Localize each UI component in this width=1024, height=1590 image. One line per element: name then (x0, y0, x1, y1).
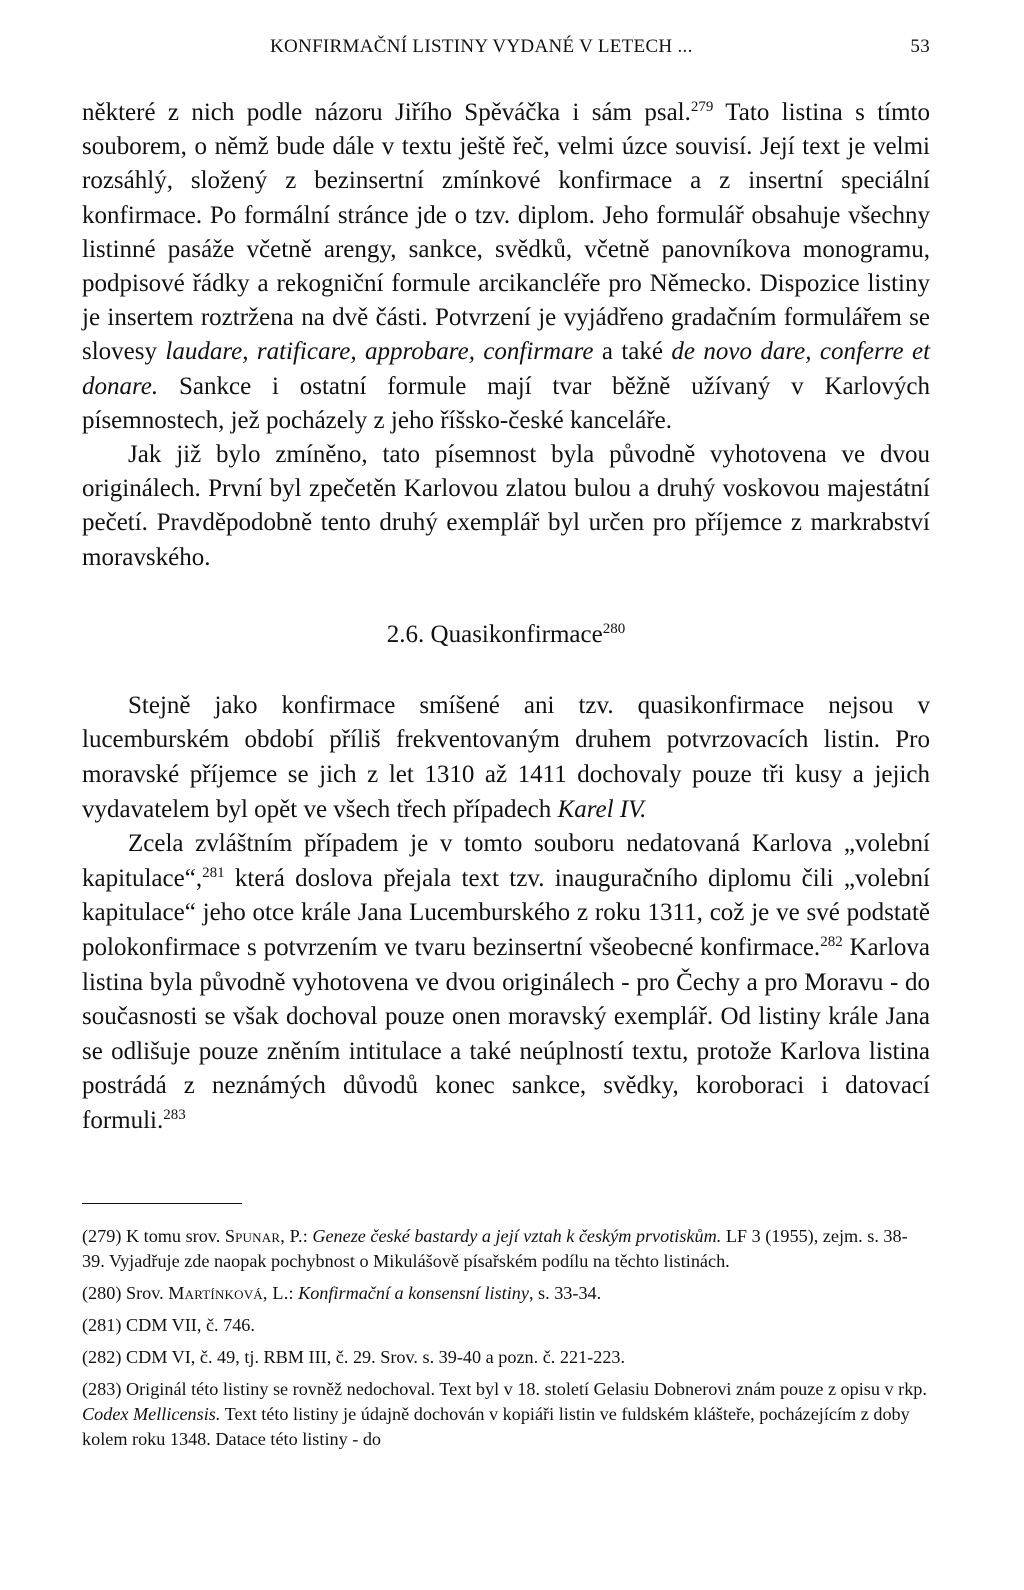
text-run: Sankce i ostatní formule mají tvar běžně užívaný v Karlových písemnostech, jež pocházely z jeho říšsko-české kanceláře. (82, 372, 930, 434)
footnote-divider (82, 1203, 242, 1204)
italic-run: de novo dare, conferre et donare. (82, 338, 931, 400)
text-run: : (288, 1282, 299, 1303)
section-title: 2.6. Quasikonfirmace (386, 620, 603, 648)
running-header (82, 36, 930, 64)
text-run: která doslova přejala text tzv. inauguračního diplomu čili „volební kapitulace“ jeho otce krále Jana Lucemburského z roku 1311, což je ve své podstatě polokonfirmace s potvrzením ve tvaru bezinsertní všeobecné konfirmace. (82, 864, 930, 961)
body-text (82, 96, 930, 575)
footnote-number: (283) (82, 1378, 122, 1399)
footnote-281 (82, 1313, 930, 1338)
italic-run: laudare, ratificare, approbare, confirmare (165, 338, 594, 366)
section-body (82, 689, 930, 1139)
footnote-ref-283[interactable]: 283 (163, 1106, 186, 1123)
section-heading (82, 621, 930, 649)
text-run: : (302, 1225, 313, 1246)
footnote-283 (82, 1377, 930, 1452)
footnote-ref-282[interactable]: 282 (820, 934, 843, 950)
paragraph-4 (82, 827, 930, 1138)
footnote-number: (281) (82, 1314, 122, 1335)
author-name: Martínková, L. (168, 1282, 289, 1303)
text-run: LF 3 (1955), zejm. s. 38-39. Vyjadřuje zde naopak pochybnost o Mikulášově písařském podílu na těchto listinách. (82, 1225, 908, 1271)
text-run: Karlova listina byla původně vyhotovena ve dvou originálech - pro Čechy a pro Moravu - do současnosti se však dochoval pouze onen moravský exemplář. Od listiny krále Jana se odlišuje pouze zněním intitulace a také neúplností textu, protože Karlova listina postrádá z neznámých důvodů konec sankce, svědky, koroboraci i datovací formuli. (82, 934, 930, 1134)
text-run: a také (593, 338, 672, 366)
text-run: Stejně jako konfirmace smíšené ani tzv. quasikonfirmace nejsou v lucemburském období příliš frekventovaným druhem potvrzovacích listin. Pro moravské příjemce se jich z let 1310 až 1411 dochovaly pouze tři kusy a jejich vydavatelem byl opět ve všech třech případech (82, 691, 930, 823)
text-run: Tato listina s tímto souborem, o němž bude dále v textu ještě řeč, velmi úzce souvisí. Její text je velmi rozsáhlý, složený z bezinsertní zmínkové konfirmace a z insertní speciální konfirmace. Po formální stránce jde o tzv. diplom. Jeho formulář obsahuje všechny listinné pasáže včetně arengy, sankce, svědků, včetně panovníkova monogramu, podpisové řádky a rekogniční formule arcikancléře pro Německo. Dispozice listiny je insertem roztržena na dvě části. Potvrzení je vyjádřeno gradačním formulářem se slovesy (82, 99, 930, 366)
text-run: CDM VI, č. 49, tj. RBM III, č. 29. Srov. s. 39-40 a pozn. č. 221-223. (121, 1346, 626, 1367)
footnote-ref-279[interactable]: 279 (690, 99, 714, 115)
work-title: Codex Mellicensis. (82, 1403, 221, 1424)
paragraph-3 (82, 689, 930, 827)
text-run: Srov. (121, 1282, 169, 1303)
work-title: Konfirmační a konsensní listiny (298, 1282, 529, 1303)
text-run: CDM VII, č. 746. (121, 1314, 255, 1335)
footnote-279 (82, 1224, 930, 1274)
page-number: 53 (910, 36, 930, 57)
paragraph-1 (82, 96, 930, 438)
text-run: , s. 33-34. (528, 1282, 602, 1303)
text-run: některé z nich podle názoru Jiřího Spěváčka i sám psal. (82, 99, 691, 126)
book-page (82, 36, 930, 1459)
footnote-282 (82, 1345, 930, 1370)
italic-run: Karel IV. (557, 795, 647, 823)
running-title: KONFIRMAČNÍ LISTINY VYDANÉ V LETECH ... (270, 36, 693, 57)
work-title: Geneze české bastardy a její vztah k českým prvotiskům. (312, 1225, 722, 1246)
author-name: Spunar, P. (224, 1225, 303, 1246)
footnote-number: (280) (82, 1282, 122, 1303)
footnote-number: (279) (82, 1225, 122, 1246)
footnote-ref-280[interactable]: 280 (602, 620, 626, 637)
footnotes (82, 1224, 930, 1452)
footnote-280 (82, 1281, 930, 1306)
paragraph-2: Jak již bylo zmíněno, tato písemnost byla původně vyhotovena ve dvou originálech. První byl zpečetěn Karlovou zlatou bulou a druhý voskovou majestátní pečetí. Pravděpodobně tento druhý exemplář byl určen pro příjemce z markrabství moravského. (82, 441, 930, 571)
text-run: Text této listiny je údajně dochován v kopiáři listin ve fuldském klášteře, pocházejícím z doby kolem roku 1348. Datace této listiny - do (82, 1403, 910, 1449)
footnote-number: (282) (82, 1346, 122, 1367)
footnote-ref-281[interactable]: 281 (202, 864, 225, 881)
text-run: Zcela zvláštním případem je v tomto souboru nedatovaná Karlova „volební kapitulace“, (82, 830, 930, 892)
text-run: Originál této listiny se rovněž nedochoval. Text byl v 18. století Gelasiu Dobnerovi znám pouze z opisu v rkp. (121, 1378, 927, 1399)
text-run: K tomu srov. (121, 1225, 225, 1246)
